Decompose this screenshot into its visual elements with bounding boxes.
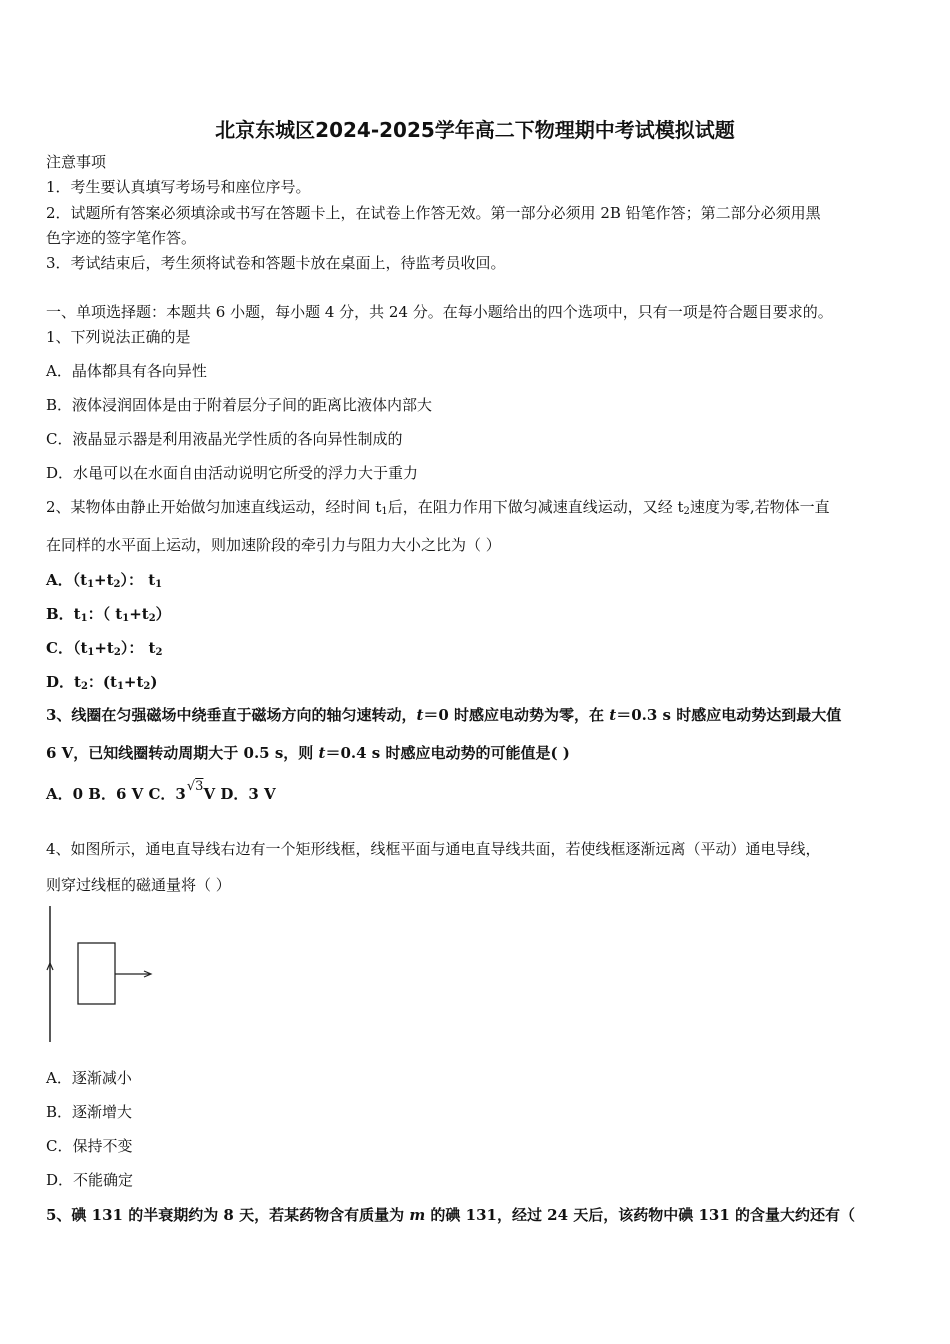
- sub: 1: [80, 613, 88, 624]
- q2-option-b: [46, 604, 171, 629]
- notice-heading: 注意事项: [46, 153, 107, 171]
- q4-option-b: B．逐渐增大: [46, 1103, 133, 1121]
- notice-item-3: 3．考试结束后，考生须将试卷和答题卡放在桌面上，待监考员收回。: [46, 254, 506, 272]
- q3-text: 3、线圈在匀强磁场中绕垂直于磁场方向的轴匀速转动，: [46, 706, 417, 724]
- notice-item-2-cont: 色字迹的签字笔作答。: [46, 229, 197, 247]
- q5-stem: [46, 1205, 855, 1225]
- q3-stem-line2: [46, 743, 570, 763]
- opt-text: +t: [123, 673, 144, 691]
- sub: 1: [122, 613, 130, 624]
- q3-text: 6 V，已知线圈转动周期大于 0.5 s，则: [46, 744, 319, 762]
- sub: 1: [87, 579, 95, 590]
- sub: 1: [87, 647, 95, 658]
- q1-option-a: A．晶体都具有各向异性: [46, 362, 207, 380]
- q1-stem: 1、下列说法正确的是: [46, 328, 191, 346]
- opt-text: ): [150, 673, 158, 691]
- q2-stem-line2: 在同样的水平面上运动，则加速阶段的牵引力与阻力大小之比为（ ）: [46, 536, 501, 554]
- var-t: t: [609, 706, 617, 724]
- var-t: t: [416, 706, 424, 724]
- sub: 1: [381, 506, 388, 517]
- q5-text: 5、碘 131 的半衰期约为 8 天，若某药物含有质量为: [46, 1206, 410, 1224]
- opt-text: ）： t: [120, 571, 156, 589]
- q3-text: ＝0.4 s 时感应电动势的可能值是( ): [325, 744, 570, 762]
- sub: 2: [80, 681, 88, 692]
- opt-text: B．t: [46, 605, 81, 623]
- section-heading: 一、单项选择题：本题共 6 小题，每小题 4 分，共 24 分。在每小题给出的四个选项中，只有一项是符合题目要求的。: [46, 303, 833, 321]
- opt-text: ：(t: [87, 673, 117, 691]
- q3-options: [46, 779, 276, 806]
- sub: 2: [143, 681, 151, 692]
- var-t: t: [318, 744, 326, 762]
- q1-option-d: D．水黾可以在水面自由活动说明它所受的浮力大于重力: [46, 464, 419, 482]
- sub: 2: [113, 647, 121, 658]
- q3-options-text: A．0 B．6 V C．3: [46, 785, 186, 803]
- q2-option-d: [46, 672, 157, 697]
- q2-option-c: [46, 638, 162, 663]
- sub: 1: [155, 579, 163, 590]
- q1-option-c: C．液晶显示器是利用液晶光学性质的各向异性制成的: [46, 430, 403, 448]
- opt-text: C．（t: [46, 639, 88, 657]
- sqrt-3: √3: [186, 779, 204, 794]
- q2-stem-c: 速度为零,若物体一直: [689, 498, 830, 516]
- q4-option-a: A．逐渐减小: [46, 1069, 132, 1087]
- q4-option-d: D．不能确定: [46, 1171, 134, 1189]
- notice-item-2: 2．试题所有答案必须填涂或书写在答题卡上，在试卷上作答无效。第一部分必须用 2B 铅笔作答；第二部分必须用黑: [46, 204, 821, 222]
- q3-text: ＝0.3 s 时感应电动势达到最大值: [616, 706, 842, 724]
- sqrt-radicand: 3: [195, 779, 204, 794]
- sub: 2: [683, 506, 690, 517]
- q4-stem-line1: 4、如图所示，通电直导线右边有一个矩形线框，线框平面与通电直导线共面，若使线框逐渐远离（平动）通电导线，: [46, 840, 821, 858]
- q3-text: ＝0 时感应电动势为零，在: [423, 706, 610, 724]
- q5-text: 的碘 131，经过 24 天后，该药物中碘 131 的含量大约还有（: [425, 1206, 856, 1224]
- notice-item-1: 1．考生要认真填写考场号和座位序号。: [46, 178, 311, 196]
- opt-text: +t: [94, 571, 114, 589]
- sub: 2: [155, 647, 163, 658]
- sub: 1: [116, 681, 124, 692]
- opt-text: ）: [155, 605, 171, 623]
- q4-option-c: C．保持不变: [46, 1137, 133, 1155]
- q2-option-a: [46, 570, 162, 595]
- q2-stem-b: 后，在阻力作用下做匀减速直线运动，又经 t: [387, 498, 684, 516]
- var-m: m: [409, 1206, 426, 1224]
- opt-text: ：（ t: [87, 605, 123, 623]
- opt-text: +t: [94, 639, 114, 657]
- sub: 2: [148, 613, 156, 624]
- q2-stem-line1: [46, 497, 830, 522]
- q3-options-text: V D．3 V: [203, 785, 276, 803]
- rectangular-loop: [78, 943, 115, 1004]
- sub: 2: [113, 579, 121, 590]
- opt-text: ）： t: [120, 639, 156, 657]
- q4-stem-line2: 则穿过线框的磁通量将（ ）: [46, 876, 231, 894]
- opt-text: D．t: [46, 673, 81, 691]
- opt-text: A．（t: [46, 571, 88, 589]
- q2-stem-a: 2、某物体由静止开始做匀加速直线运动，经时间 t: [46, 498, 382, 516]
- opt-text: +t: [129, 605, 149, 623]
- wire-and-loop-figure: [40, 900, 170, 1050]
- page-title: 北京东城区2024-2025学年高二下物理期中考试模拟试题: [215, 118, 735, 142]
- q1-option-b: B．液体浸润固体是由于附着层分子间的距离比液体内部大: [46, 396, 433, 414]
- q3-stem-line1: [46, 705, 841, 725]
